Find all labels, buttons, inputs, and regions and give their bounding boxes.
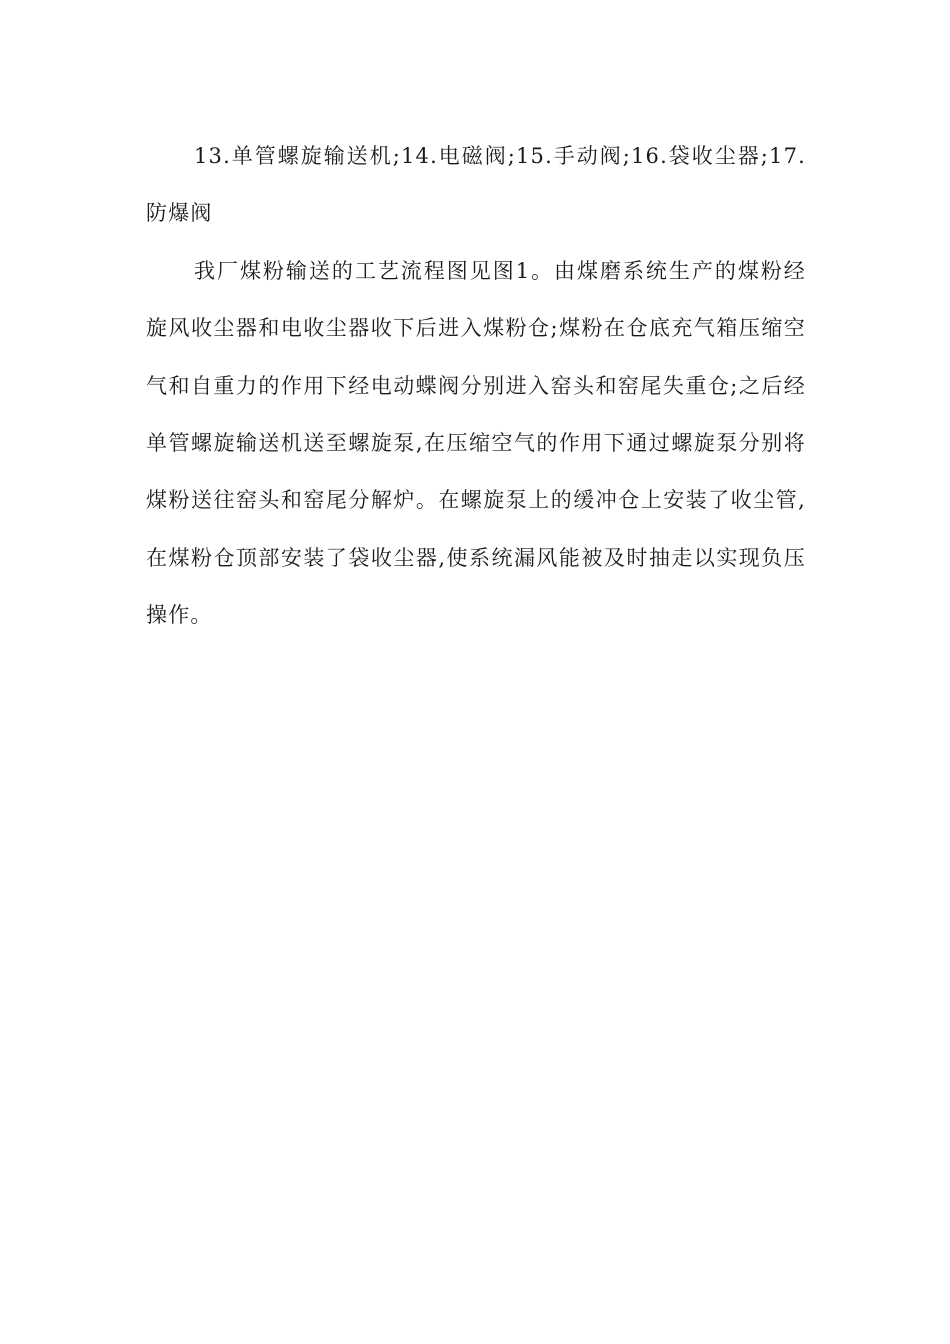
- legend-paragraph: 13.单管螺旋输送机;14.电磁阀;15.手动阀;16.袋收尘器;17.防爆阀: [146, 144, 806, 226]
- document-body: [146, 128, 806, 645]
- process-paragraph: 我厂煤粉输送的工艺流程图见图1。由煤磨系统生产的煤粉经旋风收尘器和电收尘器收下后进入煤粉仓;煤粉在仓底充气箱压缩空气和自重力的作用下经电动蝶阀分别进入窑头和窑尾失重仓;之后经单管螺旋输送机送至螺旋泵,在压缩空气的作用下通过螺旋泵分别将煤粉送往窑头和窑尾分解炉。在螺旋泵上的缓冲仓上安装了收尘管,在煤粉仓顶部安装了袋收尘器,使系统漏风能被及时抽走以实现负压操作。: [146, 258, 806, 628]
